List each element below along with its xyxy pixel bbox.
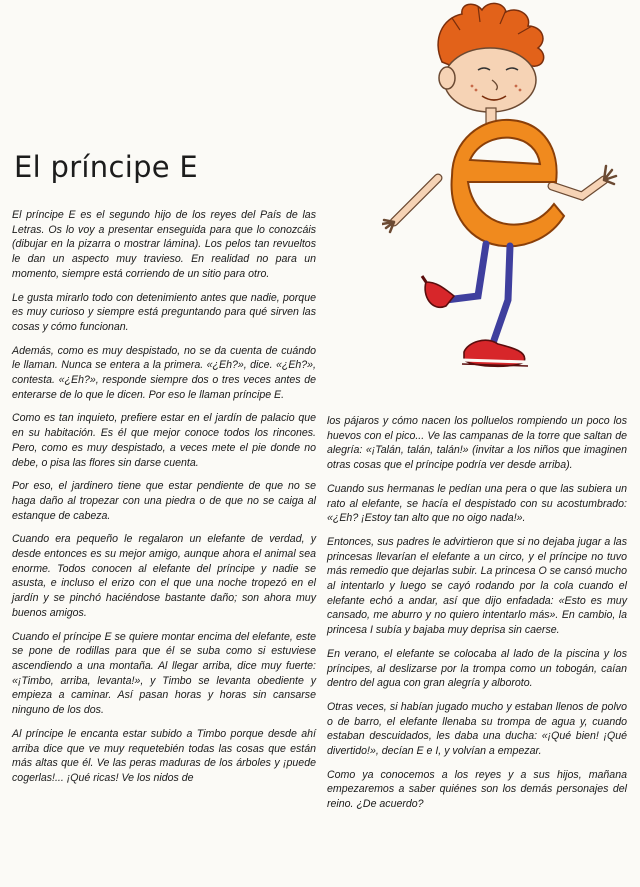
paragraph: Le gusta mirarlo todo con detenimiento antes que nadie, porque es muy curioso y siempre está preguntando para qué sirven las cosas y cómo funcionan. <box>12 291 316 333</box>
paragraph: El príncipe E es el segundo hijo de los reyes del País de las Letras. Os lo voy a presentar enseguida para que lo conozcáis (dibujar en la pizarra o mostrar lámina). Los pelos tan revueltos le dan un aspecto muy travieso. En realidad no para un momento, siempre está corriendo de un sitio para otro. <box>12 209 316 280</box>
paragraph: Otras veces, si habían jugado mucho y estaban llenos de polvo o de barro, el elefante llenaba su trompa de agua y, cuando estaban descuidados, les daba una ducha: «¡Qué bien! ¡Qué divertido!», decían E e I, y volvían a empezar. <box>327 700 627 758</box>
letter-e-body <box>452 120 564 246</box>
paragraph: Cuando era pequeño le regalaron un elefante de verdad, y desde entonces es su mejor amigo, aunque ahora el animal sea enorme. Todos conocen al elefante del príncipe y nadie se asusta, e incluso el erizo con el que una noche tropezó en el jardín y se pinchó haciéndose bastante daño; son ahora muy buenos amigos. <box>12 533 316 619</box>
paragraph: Como ya conocemos a los reyes y a sus hijos, mañana empezaremos a saber quiénes son los demás personajes del reino. ¿De acuerdo? <box>327 768 627 811</box>
right-column <box>327 414 627 821</box>
paragraph: Cuando el príncipe E se quiere montar encima del elefante, este se pone de rodillas para que él se suba como si estuviese ascendiendo a una montaña. Al llegar arriba, dice muy fuerte: «¡Timbo, arriba, levanta!», y Timbo se levanta obediente y empieza a caminar. Así pasan horas y horas sin cansarse ninguno de los dos. <box>12 630 316 717</box>
paragraph: Por eso, el jardinero tiene que estar pendiente de que no se haga daño al tropezar con una piedra o de que no se caiga al estanque de cabeza. <box>12 480 316 522</box>
page-title: El príncipe E <box>14 150 199 184</box>
paragraph: En verano, el elefante se colocaba al lado de la piscina y los príncipes, al deslizarse por la trompa como un tobogán, caían dentro del agua con gran alegría y alboroto. <box>327 647 627 690</box>
paragraph: Además, como es muy despistado, no se da cuenta de cuándo le llaman. Nunca se entera a la primera. «¿Eh?», dice. «¿Eh?», contesta. «¿Eh?», responde siempre dos o tres veces antes de enterarse de lo que le dicen. Por eso le llaman príncipe E. <box>12 344 316 401</box>
left-column <box>12 208 316 795</box>
paragraph: Al príncipe le encanta estar subido a Timbo porque desde ahí arriba dice que ve muy requetebién todas las cosas que están más altas que él. Ve las peras maduras de los árboles y ¡puede cogerlas!... ¡Qué ricas! Ve los nidos de <box>12 727 316 784</box>
paragraph: Entonces, sus padres le advirtieron que si no dejaba jugar a las princesas llevarían el elefante a un circo, y el príncipe no tuvo más remedio que dejarlas subir. La princesa O se cansó mucho al intentarlo y luego se cayó rodando por la cola cuando el elefante echó a andar, así que dijo enfadada: «Esto es muy cansado, me aburro y no quiero intentarlo más». En cambio, la princesa I subía y bajaba muy deprisa sin caerse. <box>327 535 627 637</box>
paragraph: Como es tan inquieto, prefiere estar en el jardín de palacio que en su habitación. Es él que mejor conoce todos los rincones. Pero, como es muy despistado, a veces mete el pie donde no debe, o pisa las flores sin darse cuenta. <box>12 412 316 469</box>
legs-shape <box>446 244 510 346</box>
prince-e-illustration <box>382 0 627 380</box>
shoes-shape <box>422 276 528 366</box>
paragraph: los pájaros y cómo nacen los polluelos rompiendo un poco los huevos con el pico... Ve las campanas de la torre que saltan de alegría: «¡Talán, talán, talán!» (invitar a los niños que imaginen otras cosas que el príncipe podría ver desde arriba). <box>327 415 627 472</box>
paragraph: Cuando sus hermanas le pedían una pera o que las subiera un rato al elefante, se hacía el despistado con su acostumbrado: «¿Eh? ¡Estoy tan alto que no oigo nada!». <box>327 482 627 525</box>
